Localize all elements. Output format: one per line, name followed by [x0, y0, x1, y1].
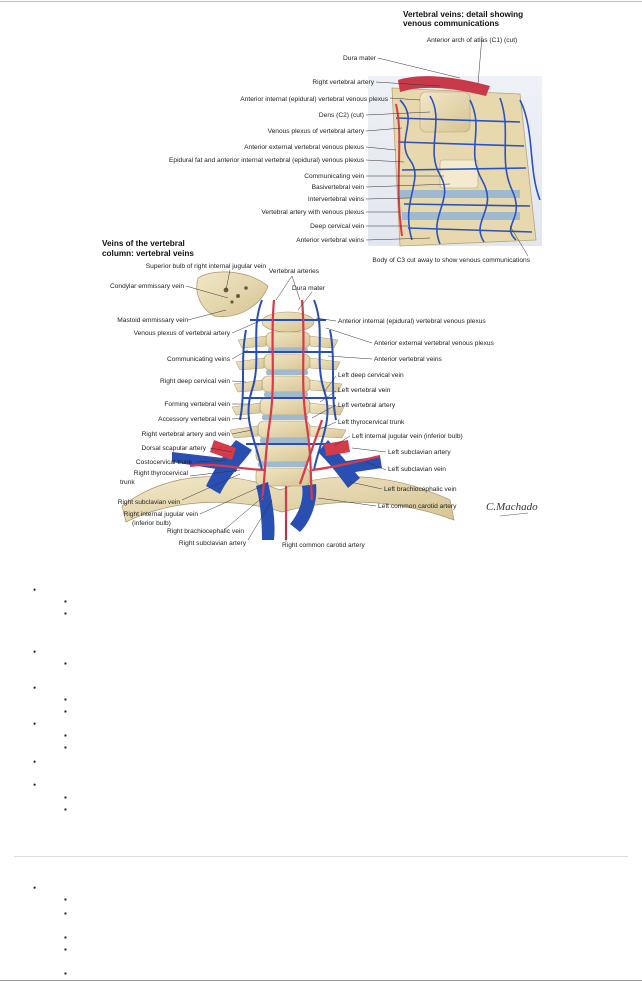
label-right-thyrocervical-2: trunk	[120, 479, 135, 486]
label-accessory-vertebral: Accessory vertebral vein	[158, 416, 230, 423]
detail-title-line2: venous communications	[403, 19, 499, 28]
list-subitem-bullet: ▪	[64, 933, 67, 942]
list-subitem-bullet: ▪	[64, 707, 67, 716]
label-left-subclavian-artery: Left subclavian artery	[388, 449, 451, 456]
main-title-line2: column: vertebral veins	[102, 249, 194, 258]
label-left-subclavian-vein: Left subclavian vein	[388, 466, 446, 473]
label-left-vertebral-vein: Left vertebral vein	[338, 387, 391, 394]
label-anterior-internal-plexus-detail: Anterior internal (epidural) vertebral venous plexus	[240, 96, 388, 103]
list-subitem-bullet: ▪	[64, 805, 67, 814]
label-forming-vertebral: Forming vertebral vein	[164, 401, 230, 408]
label-right-ij-1: Right internal jugular vein	[123, 511, 198, 518]
label-left-brachiocephalic: Left brachiocephalic vein	[384, 486, 457, 493]
label-left-common-carotid: Left common carotid artery	[378, 503, 457, 510]
list-item-bullet: •	[33, 683, 37, 693]
list-item-bullet: •	[33, 585, 37, 595]
label-anterior-vertebral-veins-detail: Anterior vertebral veins	[296, 237, 364, 244]
label-right-subclavian-artery: Right subclavian artery	[178, 540, 246, 547]
detail-title-line1: Vertebral veins: detail showing	[403, 10, 524, 19]
list-subitem-bullet: ▪	[64, 793, 67, 802]
label-costocervical: Costocervical trunk	[135, 459, 192, 466]
label-vertebral-artery-plexus: Vertebral artery with venous plexus	[261, 209, 364, 216]
label-right-ij-2: (inferior bulb)	[132, 520, 171, 527]
label-right-vertebral-artery-vein: Right vertebral artery and vein	[141, 431, 230, 438]
label-right-vertebral-artery: Right vertebral artery	[312, 79, 374, 86]
label-anterior-internal-main: Anterior internal (epidural) vertebral venous plexus	[338, 318, 486, 325]
label-mastoid-emissary: Mastoid emmissary vein	[117, 317, 188, 324]
list-subitem-bullet: ▪	[64, 945, 67, 954]
list-subitem-bullet: ▪	[64, 743, 67, 752]
list-subitem-bullet: ▪	[64, 597, 67, 606]
label-vertebral-arteries: Vertebral arteries	[268, 268, 320, 275]
section-divider	[14, 856, 628, 857]
label-right-subclavian-vein: Right subclavian vein	[117, 499, 180, 506]
label-dens: Dens (C2) (cut)	[318, 112, 364, 119]
label-communicating-veins: Communicating veins	[166, 356, 230, 363]
label-deep-cervical-vein: Deep cervical vein	[310, 223, 364, 230]
label-right-brachiocephalic: Right brachiocephalic vein	[167, 528, 244, 535]
list-item-bullet: •	[33, 719, 37, 729]
label-superior-bulb: Superior bulb of right internal jugular vein	[145, 263, 266, 270]
label-anterior-vertebral-main: Anterior vertebral veins	[374, 356, 442, 363]
label-left-ij: Left internal jugular vein (inferior bulb)	[352, 433, 463, 440]
list-subitem-bullet: ▪	[64, 731, 67, 740]
list-subitem-bullet: ▪	[64, 609, 67, 618]
label-dura-mater-main: Dura mater	[292, 285, 325, 292]
label-communicating-vein: Communicating vein	[304, 173, 364, 180]
bottom-border	[0, 980, 642, 981]
label-body-c3: Body of C3 cut away to show venous communications	[372, 257, 530, 264]
list-item-bullet: •	[33, 647, 37, 657]
label-right-deep-cervical: Right deep cervical vein	[159, 378, 230, 385]
label-dura-mater-detail: Dura mater	[343, 55, 376, 62]
list-item-bullet: •	[33, 757, 37, 767]
list-subitem-bullet: ▪	[64, 659, 67, 668]
label-left-vertebral-artery: Left vertebral artery	[338, 402, 396, 409]
list-subitem-bullet: ▪	[64, 909, 67, 918]
label-epidural-fat: Epidural fat and anterior internal vertebral (epidural) venous plexus	[169, 157, 364, 164]
list-subitem-bullet: ▪	[64, 895, 67, 904]
label-anterior-arch: Anterior arch of atlas (C1) (cut)	[426, 37, 518, 44]
label-basivertebral-vein: Basivertebral vein	[311, 184, 364, 191]
label-left-thyrocervical: Left thyrocervical trunk	[338, 419, 405, 426]
label-dorsal-scapular: Dorsal scapular artery	[141, 445, 206, 452]
label-right-common-carotid: Right common carotid artery	[282, 542, 365, 549]
label-venous-plexus-main: Venous plexus of vertebral artery	[133, 330, 230, 337]
list-subitem-bullet: ▪	[64, 695, 67, 704]
main-title-line1: Veins of the vertebral	[102, 239, 185, 248]
label-anterior-external-plexus-detail: Anterior external vertebral venous plexus	[244, 144, 364, 151]
artist-signature: C.Machado	[486, 501, 538, 513]
label-right-thyrocervical-1: Right thyrocervical	[133, 470, 188, 477]
label-intervertebral-veins: Intervertebral veins	[307, 196, 364, 203]
label-anterior-external-main: Anterior external vertebral venous plexus	[374, 340, 494, 347]
label-left-deep-cervical: Left deep cervical vein	[338, 372, 404, 379]
label-venous-plexus-artery-detail: Venous plexus of vertebral artery	[267, 128, 364, 135]
list-subitem-bullet: ▪	[64, 969, 67, 978]
label-condylar-emissary: Condylar emmissary vein	[109, 283, 184, 290]
list-item-bullet: •	[33, 780, 37, 790]
list-item-bullet: •	[33, 883, 37, 893]
